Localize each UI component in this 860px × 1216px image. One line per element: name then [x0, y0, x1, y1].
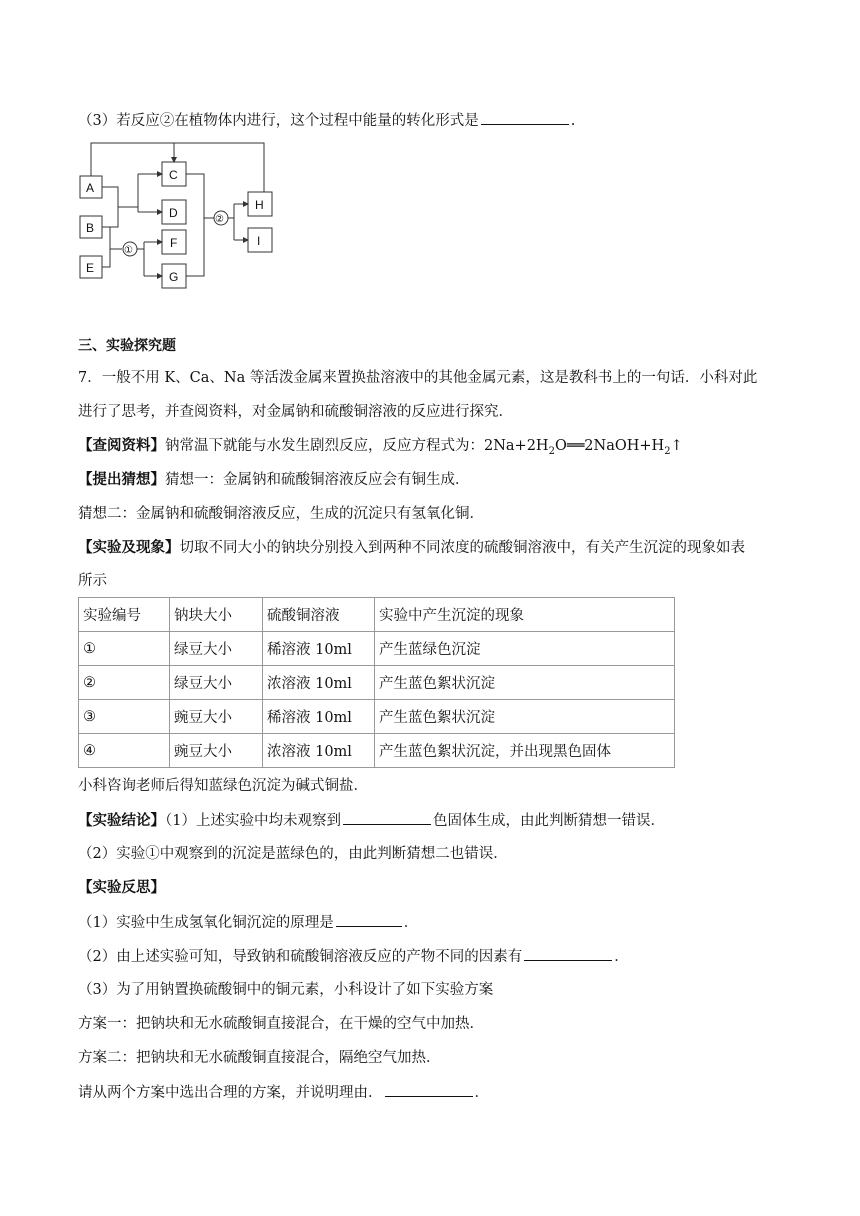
conclusion-line-1: 【实验结论】（1）上述实验中均未观察到 色固体生成，由此判断猜想一错误． [78, 812, 665, 829]
phenomenon-line: 【实验及现象】切取不同大小的钠块分别投入到两种不同浓度的硫酸铜溶液中，有关产生沉淀的现象如表 [78, 539, 745, 556]
table-header: 钠块大小 [170, 598, 263, 632]
reaction-2-mark: ② [215, 214, 224, 225]
table-cell: 浓溶液 10ml [263, 666, 375, 700]
table-row [79, 734, 675, 768]
lookup-line: 【查阅资料】钠常温下就能与水发生剧烈反应，反应方程式为：$2Na+2H_2O══2NaOH+H_2↑$ [78, 437, 683, 457]
table-cell: 产生蓝色絮状沉淀 [375, 666, 675, 700]
hypothesis-2: 猜想二：金属钠和硫酸铜溶液反应，生成的沉淀只有氢氧化铜． [78, 506, 484, 522]
q7-intro-2: 进行了思考，并查阅资料，对金属钠和硫酸铜溶液的反应进行探究． [78, 404, 513, 420]
experiment-table [78, 597, 675, 768]
reflection-2: （2）由上述实验可知，导致钠和硫酸铜溶液反应的产物不同的因素有 ． [78, 946, 629, 967]
table-cell: 绿豆大小 [170, 666, 263, 700]
table-cell: 浓溶液 10ml [263, 734, 375, 768]
table-cell: ① [79, 632, 170, 666]
equation: $2Na+2H_2O══2NaOH+H_2↑$ [484, 438, 683, 457]
q7-intro-1: 7．一般不用 K、Ca、Na 等活泼金属来置换盐溶液中的其他金属元素，这是教科书上的一句话．小科对此 [78, 370, 758, 386]
phenomenon-line-2: 所示 [78, 573, 107, 589]
node-H: H [255, 198, 264, 212]
table-cell: 稀溶液 10ml [263, 700, 375, 734]
table-cell: ② [79, 666, 170, 700]
lookup-label: 【查阅资料】 [78, 437, 165, 454]
table-row [79, 666, 675, 700]
table-cell: 绿豆大小 [170, 632, 263, 666]
hypothesis-line: 【提出猜想】猜想一：金属钠和硫酸铜溶液反应会有铜生成． [78, 471, 470, 488]
node-B: B [86, 221, 95, 235]
conclusion-label: 【实验结论】 [78, 812, 165, 829]
reaction-diagram [78, 140, 278, 290]
node-A: A [86, 181, 95, 195]
table-cell: 产生蓝绿色沉淀 [375, 632, 675, 666]
table-header: 实验中产生沉淀的现象 [375, 598, 675, 632]
node-F: F [170, 236, 178, 250]
answer-blank[interactable] [385, 1082, 473, 1097]
answer-blank[interactable] [336, 912, 402, 927]
table-row [79, 632, 675, 666]
table-header: 硫酸铜溶液 [263, 598, 375, 632]
table-header-row [79, 598, 675, 632]
reflection-3: （3）为了用钠置换硫酸铜中的铜元素，小科设计了如下实验方案 [78, 982, 494, 998]
final-question: 请从两个方案中选出合理的方案，并说明理由． ． [78, 1082, 489, 1103]
table-header: 实验编号 [79, 598, 170, 632]
hypothesis-label: 【提出猜想】 [78, 471, 165, 488]
conclusion-line-2: （2）实验①中观察到的沉淀是蓝绿色的，由此判断猜想二也错误． [78, 846, 508, 862]
phenomenon-label: 【实验及现象】 [78, 539, 180, 556]
q3-text: （3）若反应②在植物体内进行，这个过程中能量的转化形式是 [78, 113, 479, 129]
table-cell: 产生蓝色絮状沉淀，并出现黑色固体 [375, 734, 675, 768]
plan-2: 方案二：把钠块和无水硫酸铜直接混合，隔绝空气加热． [78, 1050, 441, 1066]
node-G: G [169, 270, 179, 284]
table-cell: 稀溶液 10ml [263, 632, 375, 666]
reflection-1: （1）实验中生成氢氧化铜沉淀的原理是 ． [78, 912, 418, 933]
answer-blank[interactable] [343, 810, 431, 825]
section-title: 三、实验探究题 [78, 338, 176, 354]
node-E: E [86, 261, 95, 275]
table-cell: ④ [79, 734, 170, 768]
table-cell: 产生蓝色絮状沉淀 [375, 700, 675, 734]
teacher-note: 小科咨询老师后得知蓝绿色沉淀为碱式铜盐． [78, 778, 368, 794]
answer-blank[interactable] [481, 110, 569, 125]
table-cell: 豌豆大小 [170, 700, 263, 734]
answer-blank[interactable] [524, 946, 612, 961]
node-C: C [169, 168, 178, 182]
reflection-label: 【实验反思】 [78, 879, 165, 896]
node-D: D [169, 206, 178, 220]
table-cell: 豌豆大小 [170, 734, 263, 768]
q3-line: （3）若反应②在植物体内进行，这个过程中能量的转化形式是 . [78, 110, 575, 131]
reaction-1-mark: ① [124, 245, 133, 256]
node-I: I [257, 234, 261, 248]
table-row [79, 700, 675, 734]
table-cell: ③ [79, 700, 170, 734]
plan-1: 方案一：把钠块和无水硫酸铜直接混合，在干燥的空气中加热． [78, 1016, 484, 1032]
